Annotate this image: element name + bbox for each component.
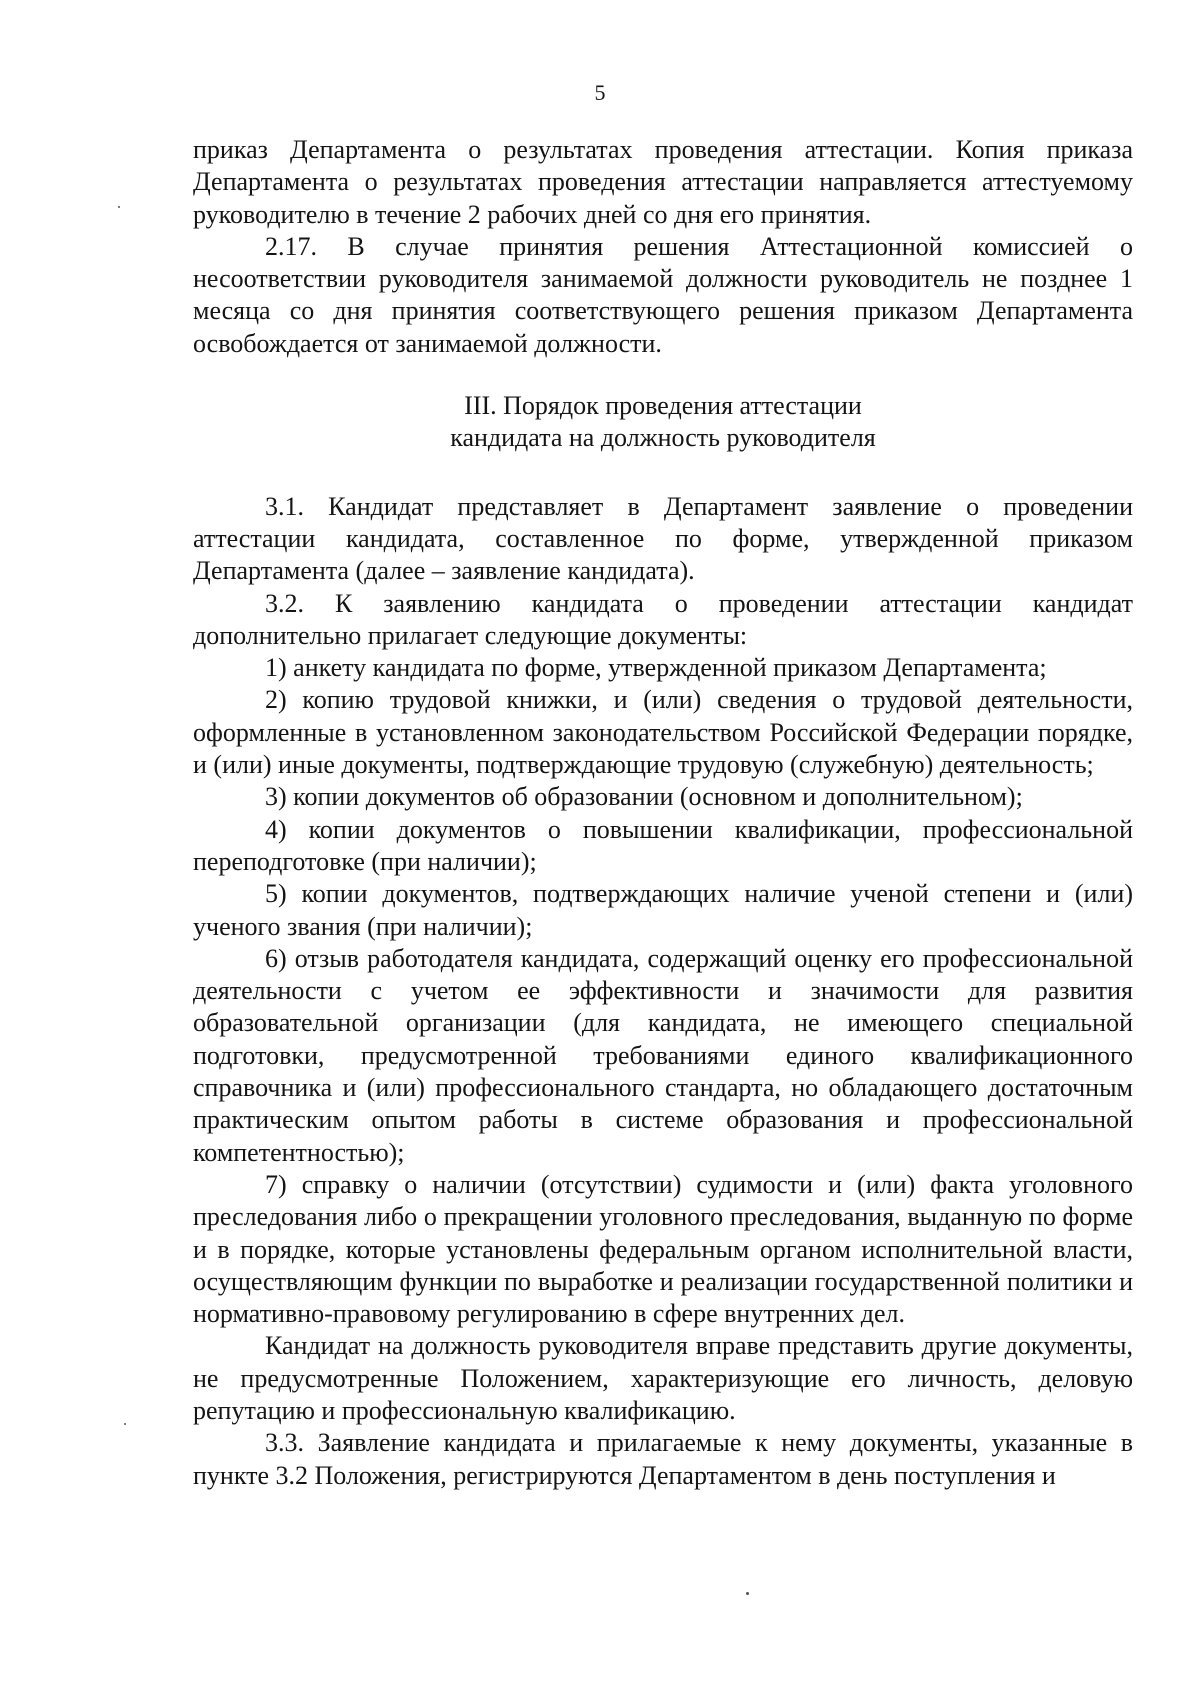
scan-speck bbox=[124, 1423, 126, 1425]
section-heading bbox=[193, 390, 1133, 455]
section-heading-line-2: кандидата на должность руководителя bbox=[450, 423, 876, 453]
paragraph-3-1: 3.1. Кандидат представляет в Департамент заявление о проведении аттестации кандидата, составленное по форме, утвержденной приказом Департамента (далее – заявление кандидата). bbox=[193, 491, 1133, 586]
paragraph-continuation: приказ Департамента о результатах проведения аттестации. Копия приказа Департамента о результатах проведения аттестации направляется аттестуемому руководителю в течение 2 рабочих дней со дня его принятия. bbox=[193, 135, 1133, 229]
scan-speck bbox=[118, 206, 120, 208]
list-item-4: 4) копии документов о повышении квалификации, профессиональной переподготовке (при наличии); bbox=[193, 814, 1133, 876]
paragraph-other-documents: Кандидат на должность руководителя вправе представить другие документы, не предусмотренные Положением, характеризующие его личность, деловую репутацию и профессиональную квалификацию. bbox=[193, 1331, 1133, 1425]
list-item-1: 1) анкету кандидата по форме, утвержденной приказом Департамента; bbox=[265, 653, 1047, 683]
list-item-7: 7) справку о наличии (отсутствии) судимости и (или) факта уголовного преследования либо о прекращении уголовного преследования, выданную по форме и в порядке, которые установлены федеральным органом исполнительной власти, осуществляющим функции по выработке и реализации государственной политики и нормативно-правовому регулированию в сфере внутренних дел. bbox=[193, 1169, 1133, 1329]
page-number: 5 bbox=[594, 80, 606, 105]
list-item-3: 3) копии документов об образовании (основном и дополнительном); bbox=[265, 782, 1023, 812]
list-item-2: 2) копию трудовой книжки, и (или) сведения о трудовой деятельности, оформленные в установленном законодательством Российской Федерации порядке, и (или) иные документы, подтверждающие трудовую (служебную) деятельность; bbox=[193, 685, 1133, 780]
document-body bbox=[193, 134, 1133, 1492]
paragraph-2-17: 2.17. В случае принятия решения Аттестационной комиссией о несоответствии руководителя занимаемой должности руководитель не позднее 1 месяца со дня принятия соответствующего решения приказом Департамента освобождается от занимаемой должности. bbox=[193, 231, 1133, 358]
section-heading-line-1: III. Порядок проведения аттестации bbox=[464, 391, 862, 421]
list-item-6: 6) отзыв работодателя кандидата, содержащий оценку его профессиональной деятельности с учетом ее эффективности и значимости для развития образовательной организации (для кандидата, не имеющего специальной подготовки, предусмотренной требованиями единого квалификационного справочника и (или) профессионального стандарта, но обладающего достаточным практическим опытом работы в системе образования и профессиональной компетентностью); bbox=[193, 943, 1133, 1167]
scan-speck bbox=[746, 1592, 749, 1595]
paragraph-3-3: 3.3. Заявление кандидата и прилагаемые к нему документы, указанные в пункте 3.2 Положения, регистрируются Департаментом в день поступления и bbox=[193, 1428, 1133, 1490]
list-item-5: 5) копии документов, подтверждающих наличие ученой степени и (или) ученого звания (при наличии); bbox=[193, 879, 1133, 941]
paragraph-3-2: 3.2. К заявлению кандидата о проведении аттестации кандидат дополнительно прилагает следующие документы: bbox=[193, 588, 1133, 650]
